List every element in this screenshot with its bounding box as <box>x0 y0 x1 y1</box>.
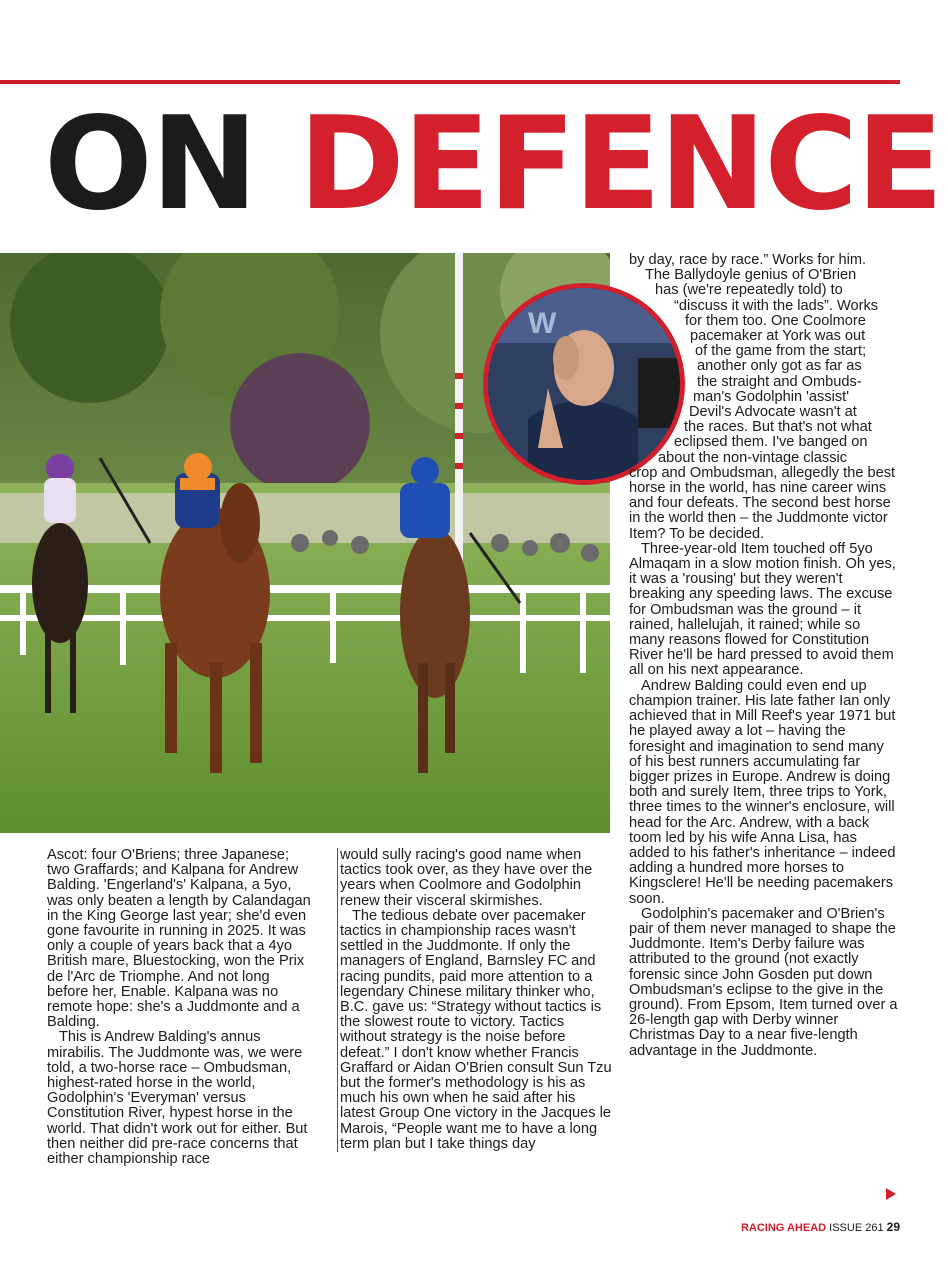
wrap-line: the races. But that's not what <box>684 419 872 436</box>
wrap-line: The Ballydoyle genius of O'Brien <box>645 267 857 284</box>
article-paragraph: Three-year-old Item touched off 5yo Almaqam in a slow motion finish. Oh yes, it was a 'rousing' but they weren't breaking any speeding laws. The excuse for Ombudsman was the ground – it rained, hallelujah, it rained; while so many reasons flowed for Constitution River he'll be hard pressed to avoid them all on his next appearance. <box>629 540 896 679</box>
article-paragraph: This is Andrew Balding's annus mirabilis. The Juddmonte was, we were told, a two-horse race – Ombudsman, highest-rated horse in the world, Godolphin's 'Everyman' versus Constitution River, hypest horse in the world. That didn't work out for either. But then neither did pre-race concerns that either championship race <box>47 1029 308 1168</box>
wrap-line: eclipsed them. I've banged on <box>674 434 868 451</box>
article-column-2 <box>337 848 612 1152</box>
publication-name: RACING AHEAD <box>740 1222 827 1234</box>
headline-word-defence: DEFENCE <box>298 90 942 239</box>
wrap-line: Devil's Advocate wasn't at <box>689 404 857 421</box>
article-paragraph: would sully racing's good name when tactics took over, as they have over the years when Coolmore and Godolphin renew their visceral skirmishes. <box>340 847 593 909</box>
wrap-line: for them too. One Coolmore <box>685 312 866 329</box>
issue-number: ISSUE 261 <box>829 1222 884 1234</box>
wrap-line: pacemaker at York was out <box>690 328 866 345</box>
wrap-line: has (we're repeatedly told) to <box>655 282 843 299</box>
page-footer <box>741 1220 900 1234</box>
page-number: 29 <box>886 1220 900 1234</box>
wrap-line: about the non-vintage classic <box>658 449 848 466</box>
headline-word-on: ON <box>44 90 256 239</box>
headline <box>44 90 942 240</box>
article-paragraph: Ascot: four O'Briens; three Japanese; two Graffards; and Kalpana for Andrew Balding. 'Engerland's' Kalpana, a 5yo, was only beaten a length by Calandagan in the King George last year; she'd even gone favourite in running in 2025. It was only a couple of years back that a 4yo British mare, Bluestocking, won the Prix de l'Arc de Triomphe. And not long before her, Enable. Kalpana was no remote hope: she's a Juddmonte and a Balding. <box>47 847 311 1031</box>
article-column-3 <box>629 253 899 1059</box>
wrap-line: “discuss it with the lads”. Works <box>674 297 879 314</box>
article-paragraph: Andrew Balding could even end up champion trainer. His late father Ian only achieved that in Mill Reef's year 1971 but he played away a lot – having the foresight and imagination to send many of his best runners accumulating far bigger prizes in Europe. Andrew is doing both and surely Item, three trips to York, three times to the winner's enclosure, will head for the Arc. Andrew, with a back toom led by his wife Anna Lisa, has added to his father's inheritance – indeed adding a hundred more horses to Kingsclere! He'll be needing pacemakers soon. <box>629 677 896 907</box>
continue-arrow-icon <box>886 1188 896 1200</box>
wrap-line: another only got as far as <box>697 358 862 375</box>
article-paragraph: crop and Ombudsman, allegedly the best horse in the world, has nine career wins and four defeats. The second best horse in the world then – the Juddmonte victor Item? To be decided. <box>629 464 896 542</box>
top-rule <box>0 80 900 84</box>
article-paragraph: The tedious debate over pacemaker tactics in championship races wasn't settled in the Juddmonte. If only the managers of England, Barnsley FC and racing pundits, paid more attention to a legendary Chinese military thinker who, B.C. gave us: “Strategy without tactics is the slowest route to victory. Tactics without strategy is the noise before defeat.” I don't know whether Francis Graffard or Aidan O'Brien consult Sun Tzu but the former's methodology is his as much his own when he said after his latest Group One victory in the Jacques le Marois, “People want me to have a long term plan but I take things day <box>340 907 612 1152</box>
article-column-1 <box>47 848 315 1167</box>
wrap-line: of the game from the start; <box>695 343 867 360</box>
wrap-line: by day, race by race.” Works for him. <box>629 252 867 268</box>
wrap-line: man's Godolphin 'assist' <box>693 388 849 405</box>
svg-text:W: W <box>528 307 557 340</box>
article-paragraph: Godolphin's pacemaker and O'Brien's pair of them never managed to shape the Juddmonte. Item's Derby failure was attributed to the ground (not exactly forensic since John Gosden put down Ombudsman's eclipse to the give in the ground). From Epsom, Item turned over a 26-length gap with Derby winner Christmas Day to a near five-length advantage in the Juddmonte. <box>629 905 898 1059</box>
wrap-line: the straight and Ombuds- <box>697 373 862 390</box>
